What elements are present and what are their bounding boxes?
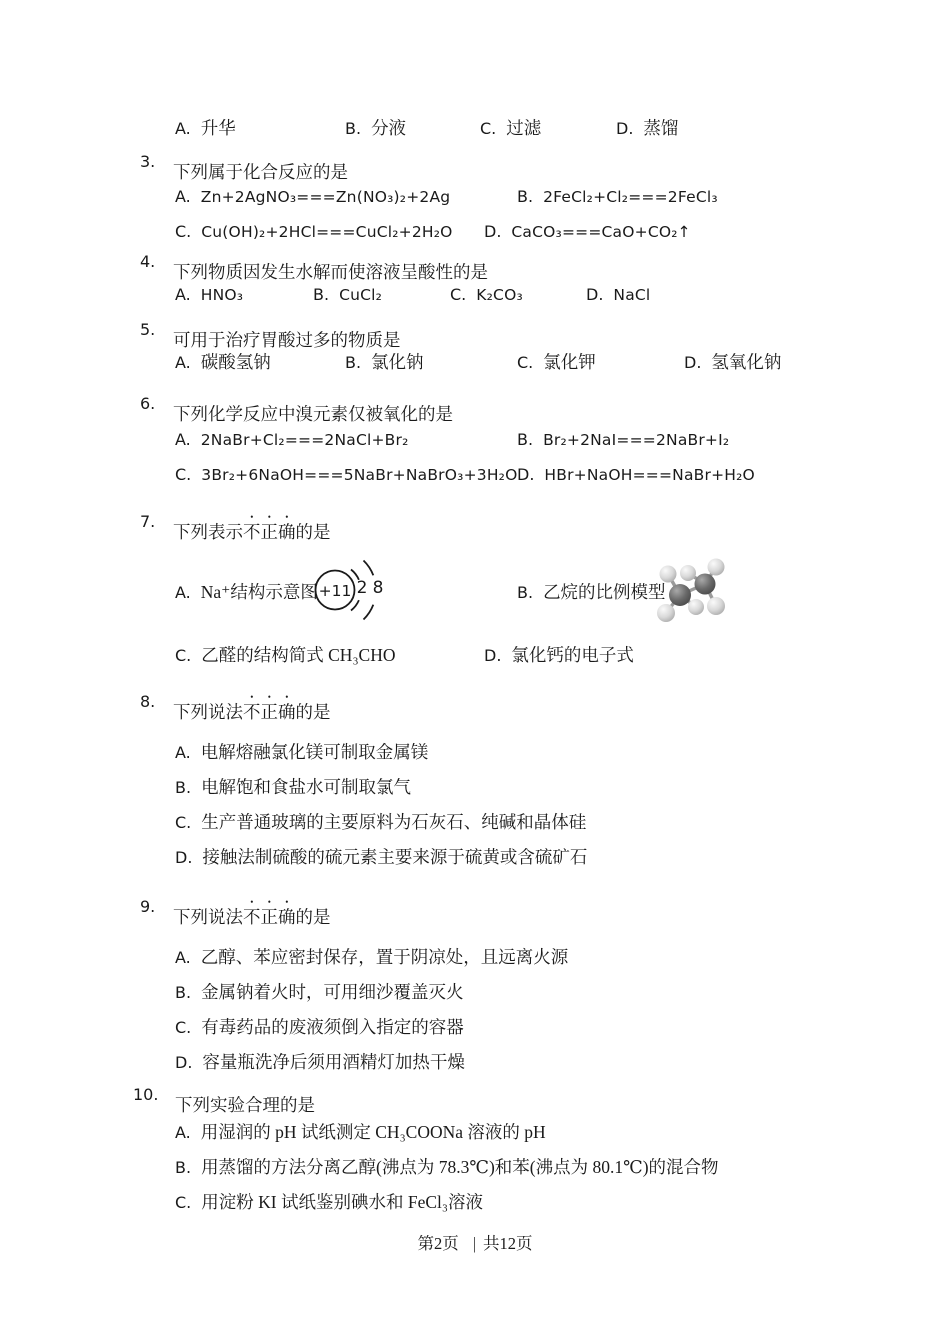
option-b: B. 乙烷的比例模型 [517,582,666,602]
option-b: B. 电解饱和食盐水可制取氯气 [175,777,412,797]
hydrogen-atom [708,559,725,576]
hydrogen-atom [680,565,696,581]
question-number: 10. [133,1085,159,1104]
option-d: D. 氯化钙的电子式 [484,645,634,665]
inner-shell-count: 2 [356,578,368,598]
option-a [175,118,236,140]
option-d: D. NaCl [586,285,651,304]
option-c: C. 氯化钾 [517,352,596,372]
question-title: 下列属于化合反应的是 [173,162,348,182]
page-footer [0,1234,950,1255]
option-d: D. 氢氧化钠 [684,352,782,372]
hydrogen-atom [657,604,675,622]
footer-page-number: 第2页 [417,1234,459,1253]
hydrogen-atom [660,566,677,583]
nucleus-charge: +11 [318,582,352,600]
option-text: 分液 [371,118,407,138]
footer-total-pages: 共12页 [483,1234,533,1253]
outer-shell-count: 8 [372,578,384,598]
option-b: B. 金属钠着火时，可用细沙覆盖灭火 [175,982,464,1002]
option-d: D. 容量瓶洗净后须用酒精灯加热干燥 [175,1052,465,1072]
outer-shell-arc-bottom [364,605,374,620]
option-text: 蒸馏 [643,118,679,138]
outer-shell-arc-top [364,561,374,576]
option-a: A. Zn+2AgNO₃===Zn(NO₃)₂+2Ag [175,187,451,206]
option-a: A. 电解熔融氯化镁可制取金属镁 [175,742,429,762]
option-b: B. 用蒸馏的方法分离乙醇(沸点为 78.3℃)和苯(沸点为 80.1℃)的混合物 [175,1157,719,1177]
hydrogen-atom [707,597,725,615]
question-title: 下列表示不正确的是 [173,522,331,542]
option-a: A. Na⁺结构示意图 [175,582,318,602]
option-c: C. 有毒药品的废液须倒入指定的容器 [175,1017,464,1037]
option-a: A. 乙醇、苯应密封保存，置于阴凉处，且远离火源 [175,947,569,967]
option-c: C. 3Br₂+6NaOH===5NaBr+NaBrO₃+3H₂O [175,465,518,484]
option-b: B. CuCl₂ [313,285,383,304]
question-title: 可用于治疗胃酸过多的物质是 [173,330,401,350]
question-number: 3. [140,152,156,171]
atomic-structure-diagram [301,548,401,642]
option-label: C. [480,119,497,138]
option-d: D. 接触法制硫酸的硫元素主要来源于硫黄或含硫矿石 [175,847,588,867]
option-a: A. 用湿润的 pH 试纸测定 CH₃COONa 溶液的 pH [175,1122,546,1142]
question-title: 下列说法不正确的是 [173,702,331,722]
footer-divider: | [472,1234,477,1253]
question-title: 下列化学反应中溴元素仅被氧化的是 [173,404,453,424]
option-b: B. 2FeCl₂+Cl₂===2FeCl₃ [517,187,718,206]
question-title: 下列实验合理的是 [175,1095,315,1115]
question-number: 6. [140,394,156,413]
question-title: 下列说法不正确的是 [173,907,331,927]
question-number: 9. [140,897,156,916]
option-c: C. Cu(OH)₂+2HCl===CuCl₂+2H₂O [175,222,453,241]
option-d: D. HBr+NaOH===NaBr+H₂O [517,465,755,484]
option-label: A. [175,119,191,138]
question-title: 下列物质因发生水解而使溶液呈酸性的是 [173,262,488,282]
question-number: 4. [140,252,156,271]
option-text: 过滤 [506,118,542,138]
option-label: D. [616,119,634,138]
question-number: 5. [140,320,156,339]
option-c: C. 乙醛的结构简式 CH₃CHO [175,645,396,665]
option-c [480,118,541,140]
carbon-atom [695,574,716,595]
option-a: A. 碳酸氢钠 [175,352,271,372]
ethane-ball-stick-model [648,549,743,633]
question-number: 7. [140,512,156,531]
inner-shell-arc-bottom [351,600,359,610]
question-number: 8. [140,692,156,711]
hydrogen-atom [688,599,704,615]
option-b: B. 氯化钠 [345,352,424,372]
option-d [616,118,678,140]
option-text: 升华 [200,118,236,138]
option-a: A. 2NaBr+Cl₂===2NaCl+Br₂ [175,430,409,449]
option-c: C. 生产普通玻璃的主要原料为石灰石、纯碱和晶体硅 [175,812,587,832]
option-a: A. HNO₃ [175,285,244,304]
option-c: C. K₂CO₃ [450,285,523,304]
carbon-atom [669,584,691,606]
option-label: B. [345,119,362,138]
option-d: D. CaCO₃===CaO+CO₂↑ [484,222,691,241]
option-b [345,118,406,140]
option-c: C. 用淀粉 KI 试纸鉴别碘水和 FeCl₃溶液 [175,1192,483,1212]
option-b: B. Br₂+2NaI===2NaBr+I₂ [517,430,730,449]
